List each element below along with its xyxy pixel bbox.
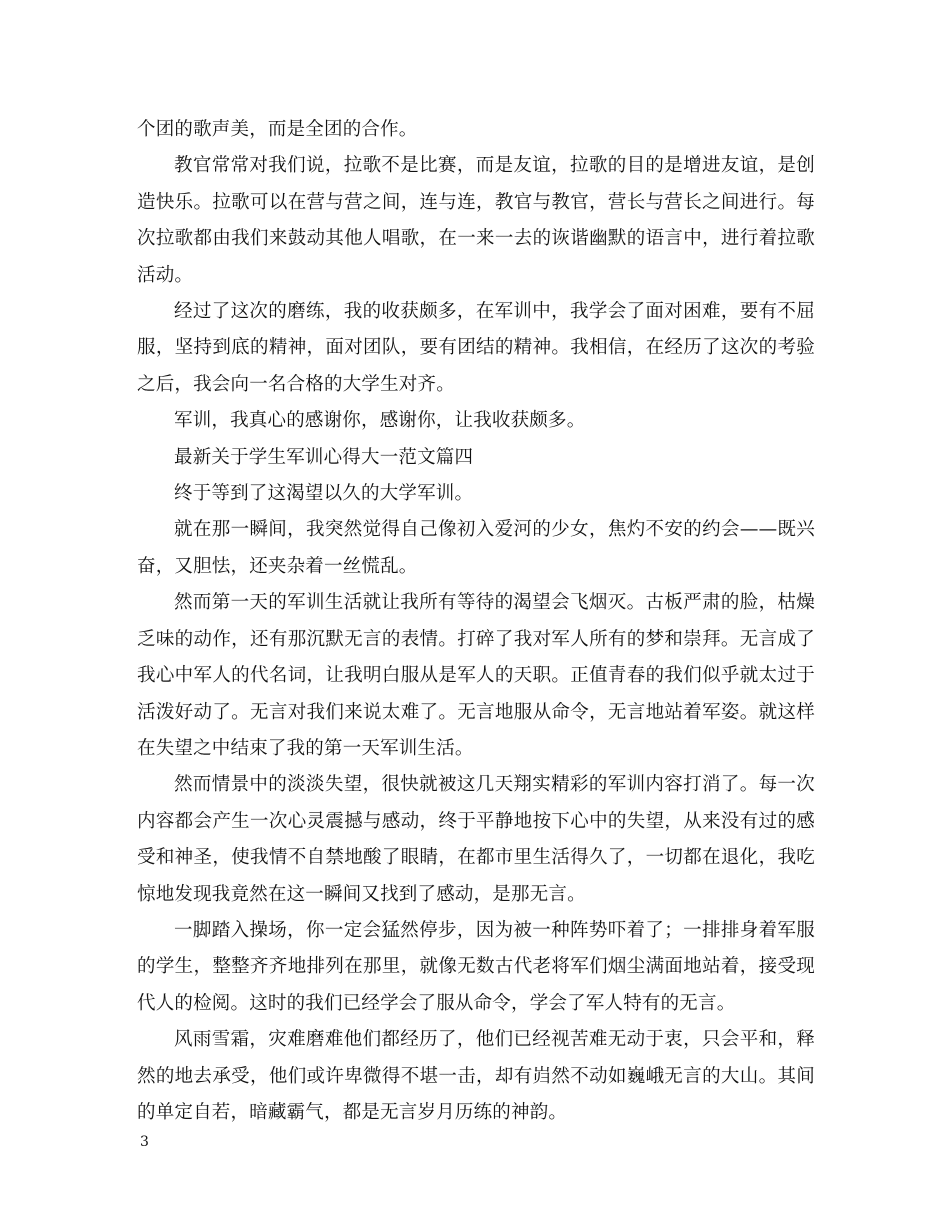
paragraph: 一脚踏入操场，你一定会猛然停步，因为被一种阵势吓着了；一排排身着军服的学生，整整齐齐地排列在那里，就像无数古代老将军们烟尘满面地站着，接受现代人的检阅。这时的我们已经学会了服从命令，学会了军人特有的无言。: [137, 919, 815, 1014]
document-body: [137, 112, 815, 1131]
paragraph: 然而情景中的淡淡失望，很快就被这几天翔实精彩的军训内容打消了。每一次内容都会产生一次心灵震撼与感动，终于平静地按下心中的失望，从来没有过的感受和神圣，使我情不自禁地酸了眼睛，在都市里生活得久了，一切都在退化，我吃惊地发现我竟然在这一瞬间又找到了感动，是那无言。: [137, 774, 815, 905]
section-heading: 最新关于学生军训心得大一范文篇四: [174, 446, 474, 468]
paragraph: 教官常常对我们说，拉歌不是比赛，而是友谊，拉歌的目的是增进友谊，是创造快乐。拉歌可以在营与营之间，连与连，教官与教官，营长与营长之间进行。每次拉歌都由我们来鼓动其他人唱歌，在一来一去的诙谐幽默的语言中，进行着拉歌活动。: [137, 155, 815, 286]
page-number: 3: [140, 1134, 149, 1150]
paragraph: 终于等到了这渴望以久的大学军训。: [174, 483, 474, 505]
paragraph: 就在那一瞬间，我突然觉得自己像初入爱河的少女，焦灼不安的约会——既兴奋，又胆怯，还夹杂着一丝慌乱。: [137, 519, 815, 577]
paragraph: 然而第一天的军训生活就让我所有等待的渴望会飞烟灭。古板严肃的脸，枯燥乏味的动作，还有那沉默无言的表情。打碎了我对军人所有的梦和崇拜。无言成了我心中军人的代名词，让我明白服从是军人的天职。正值青春的我们似乎就太过于活泼好动了。无言对我们来说太难了。无言地服从命令，无言地站着军姿。就这样在失望之中结束了我的第一天军训生活。: [137, 592, 815, 759]
paragraph: 军训，我真心的感谢你，感谢你，让我收获颇多。: [174, 410, 586, 432]
paragraph: 风雨雪霜，灾难磨难他们都经历了，他们已经视苦难无动于衷，只会平和，释然的地去承受，他们或许卑微得不堪一击，却有岿然不动如巍峨无言的大山。其间的单定自若，暗藏霸气，都是无言岁月历练的神韵。: [137, 1029, 815, 1123]
paragraph: 经过了这次的磨练，我的收获颇多，在军训中，我学会了面对困难，要有不屈服，坚持到底的精神，面对团队，要有团结的精神。我相信，在经历了这次的考验之后，我会向一名合格的大学生对齐。: [137, 301, 815, 395]
paragraph: 个团的歌声美，而是全团的合作。: [137, 119, 418, 140]
